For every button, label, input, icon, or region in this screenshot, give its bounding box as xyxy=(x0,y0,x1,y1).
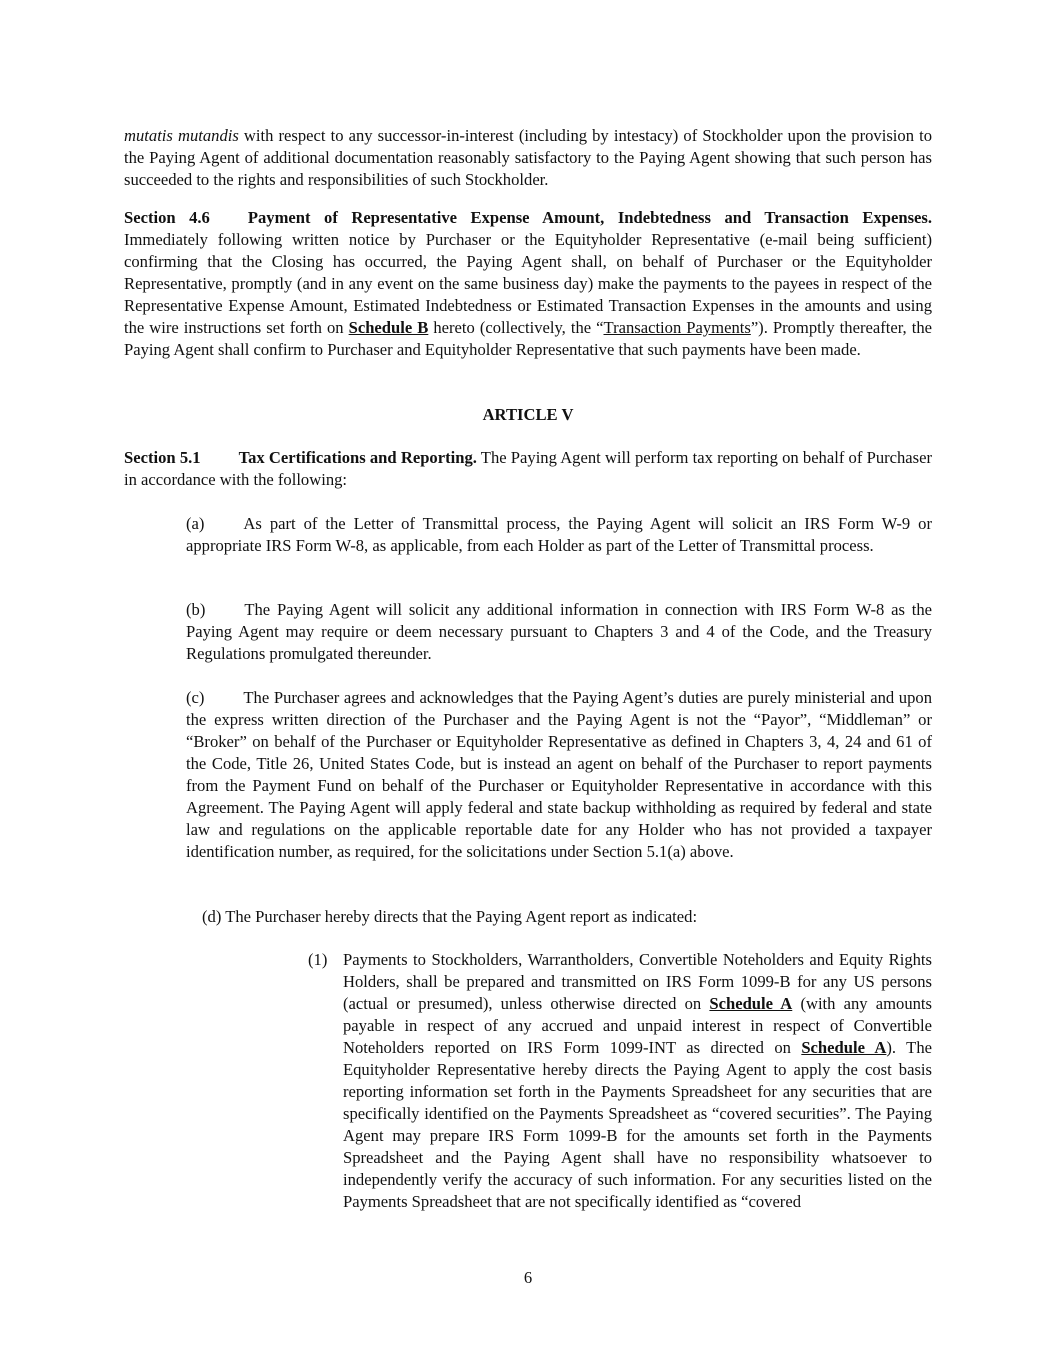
item-d-1-text-3: ). The Equityholder Representative hereby directs the Paying Agent to apply the cost basis reporting information set forth in the Payments Spreadsheet for any securities that are specifically identified on the Payments Spreadsheet as “covered securities”. The Paying Agent may prepare IRS Form 1099-B for the amounts set forth in the Payments Spreadsheet and the Paying Agent shall have no responsibility whatsoever to independently verify the accuracy of such information. For any securities listed on the Payments Spreadsheet that are not specifically identified as “covered xyxy=(343,1038,932,1211)
item-d-1-text-2: (with any amounts payable in respect of any accrued and unpaid interest in respect of Convertible Noteholders reported on IRS Form 1099-INT as directed on xyxy=(343,994,932,1057)
item-d-1-text-1: Payments to Stockholders, Warrantholders, Convertible Noteholders and Equity Rights Holders, shall be prepared and transmitted on IRS Form 1099-B for any US persons (actual or presumed), unless otherwise directed on xyxy=(343,950,932,1013)
item-b xyxy=(186,599,932,665)
section-4-6-number: Section 4.6 xyxy=(124,208,210,227)
schedule-a-link-1: Schedule A xyxy=(709,994,793,1013)
item-c-label: (c) xyxy=(186,688,205,707)
section-5-1-number: Section 5.1 xyxy=(124,448,201,467)
item-d-1 xyxy=(308,949,932,1213)
section-4-6-text-2: hereto (collectively, the “ xyxy=(428,318,604,337)
item-d-1-body xyxy=(343,949,932,1213)
item-a-label: (a) xyxy=(186,514,205,533)
section-4-6-text-1: Immediately following written notice by Purchaser or the Equityholder Representative (e-mail being sufficient) confirming that the Closing has occurred, the Paying Agent shall, on behalf of Purchaser or the Equityholder Representative, promptly (and in any event on the same business day) make the payments to the payees in respect of the Representative Expense Amount, Estimated Indebtedness or Estimated Transaction Expenses in the amounts and using the wire instructions set forth on xyxy=(124,230,932,337)
item-d-label: (d) xyxy=(202,907,222,926)
article-heading: ARTICLE V xyxy=(482,405,574,424)
item-d-1-label: (1) xyxy=(308,950,328,969)
item-c xyxy=(186,687,932,863)
section-4-6 xyxy=(124,207,932,361)
item-b-label: (b) xyxy=(186,600,206,619)
defined-term-transaction-payments: Transaction Payments xyxy=(603,318,751,337)
item-b-text: The Paying Agent will solicit any additional information in connection with IRS Form W-8 as the Paying Agent may require or deem necessary pursuant to Chapters 3 and 4 of the Code, and the Treasury Regulations promulgated thereunder. xyxy=(186,600,932,663)
section-5-1-title: Tax Certifications and Reporting. xyxy=(238,448,477,467)
schedule-a-link-2: Schedule A xyxy=(801,1038,887,1057)
item-a xyxy=(186,513,932,557)
item-a-text: As part of the Letter of Transmittal process, the Paying Agent will solicit an IRS Form W-9 or appropriate IRS Form W-8, as applicable, from each Holder as part of the Letter of Transmittal process. xyxy=(186,514,932,555)
intro-text: with respect to any successor-in-interest (including by intestacy) of Stockholder upon the provision to the Paying Agent of additional documentation reasonably satisfactory to the Paying Agent showing that such person has succeeded to the rights and responsibilities of such Stockholder. xyxy=(124,126,933,189)
item-c-text: The Purchaser agrees and acknowledges that the Paying Agent’s duties are purely ministerial and upon the express written direction of the Purchaser and the Paying Agent is not the “Payor”, “Middleman” or “Broker” on behalf of the Purchaser or Equityholder Representative as defined in Chapters 3, 4, 24 and 61 of the Code, Title 26, United States Code, but is instead an agent on behalf of the Purchaser to report payments from the Payment Fund on behalf of the Purchaser or Equityholder Representative in accordance with this Agreement. The Paying Agent will apply federal and state backup withholding as required by federal and state law and regulations on the applicable reportable date for any Holder who has not provided a taxpayer identification number, as required, for the solicitations under Section 5.1(a) above. xyxy=(186,688,932,861)
section-4-6-text-3: ”). Promptly thereafter, the Paying Agent shall confirm to Purchaser and Equityholder Representative that such payments have been made. xyxy=(124,318,932,359)
page-number: 6 xyxy=(523,1268,533,1287)
intro-italic: mutatis mutandis xyxy=(124,126,239,145)
schedule-b-link: Schedule B xyxy=(348,318,429,337)
section-4-6-title: Payment of Representative Expense Amount, Indebtedness and Transaction Expenses. xyxy=(247,208,933,227)
section-5-1 xyxy=(124,447,932,491)
section-5-1-text: The Paying Agent will perform tax reporting on behalf of Purchaser in accordance with the following: xyxy=(124,448,933,489)
intro-paragraph xyxy=(124,125,932,191)
item-d xyxy=(202,906,932,928)
item-d-text: The Purchaser hereby directs that the Paying Agent report as indicated: xyxy=(225,907,698,926)
